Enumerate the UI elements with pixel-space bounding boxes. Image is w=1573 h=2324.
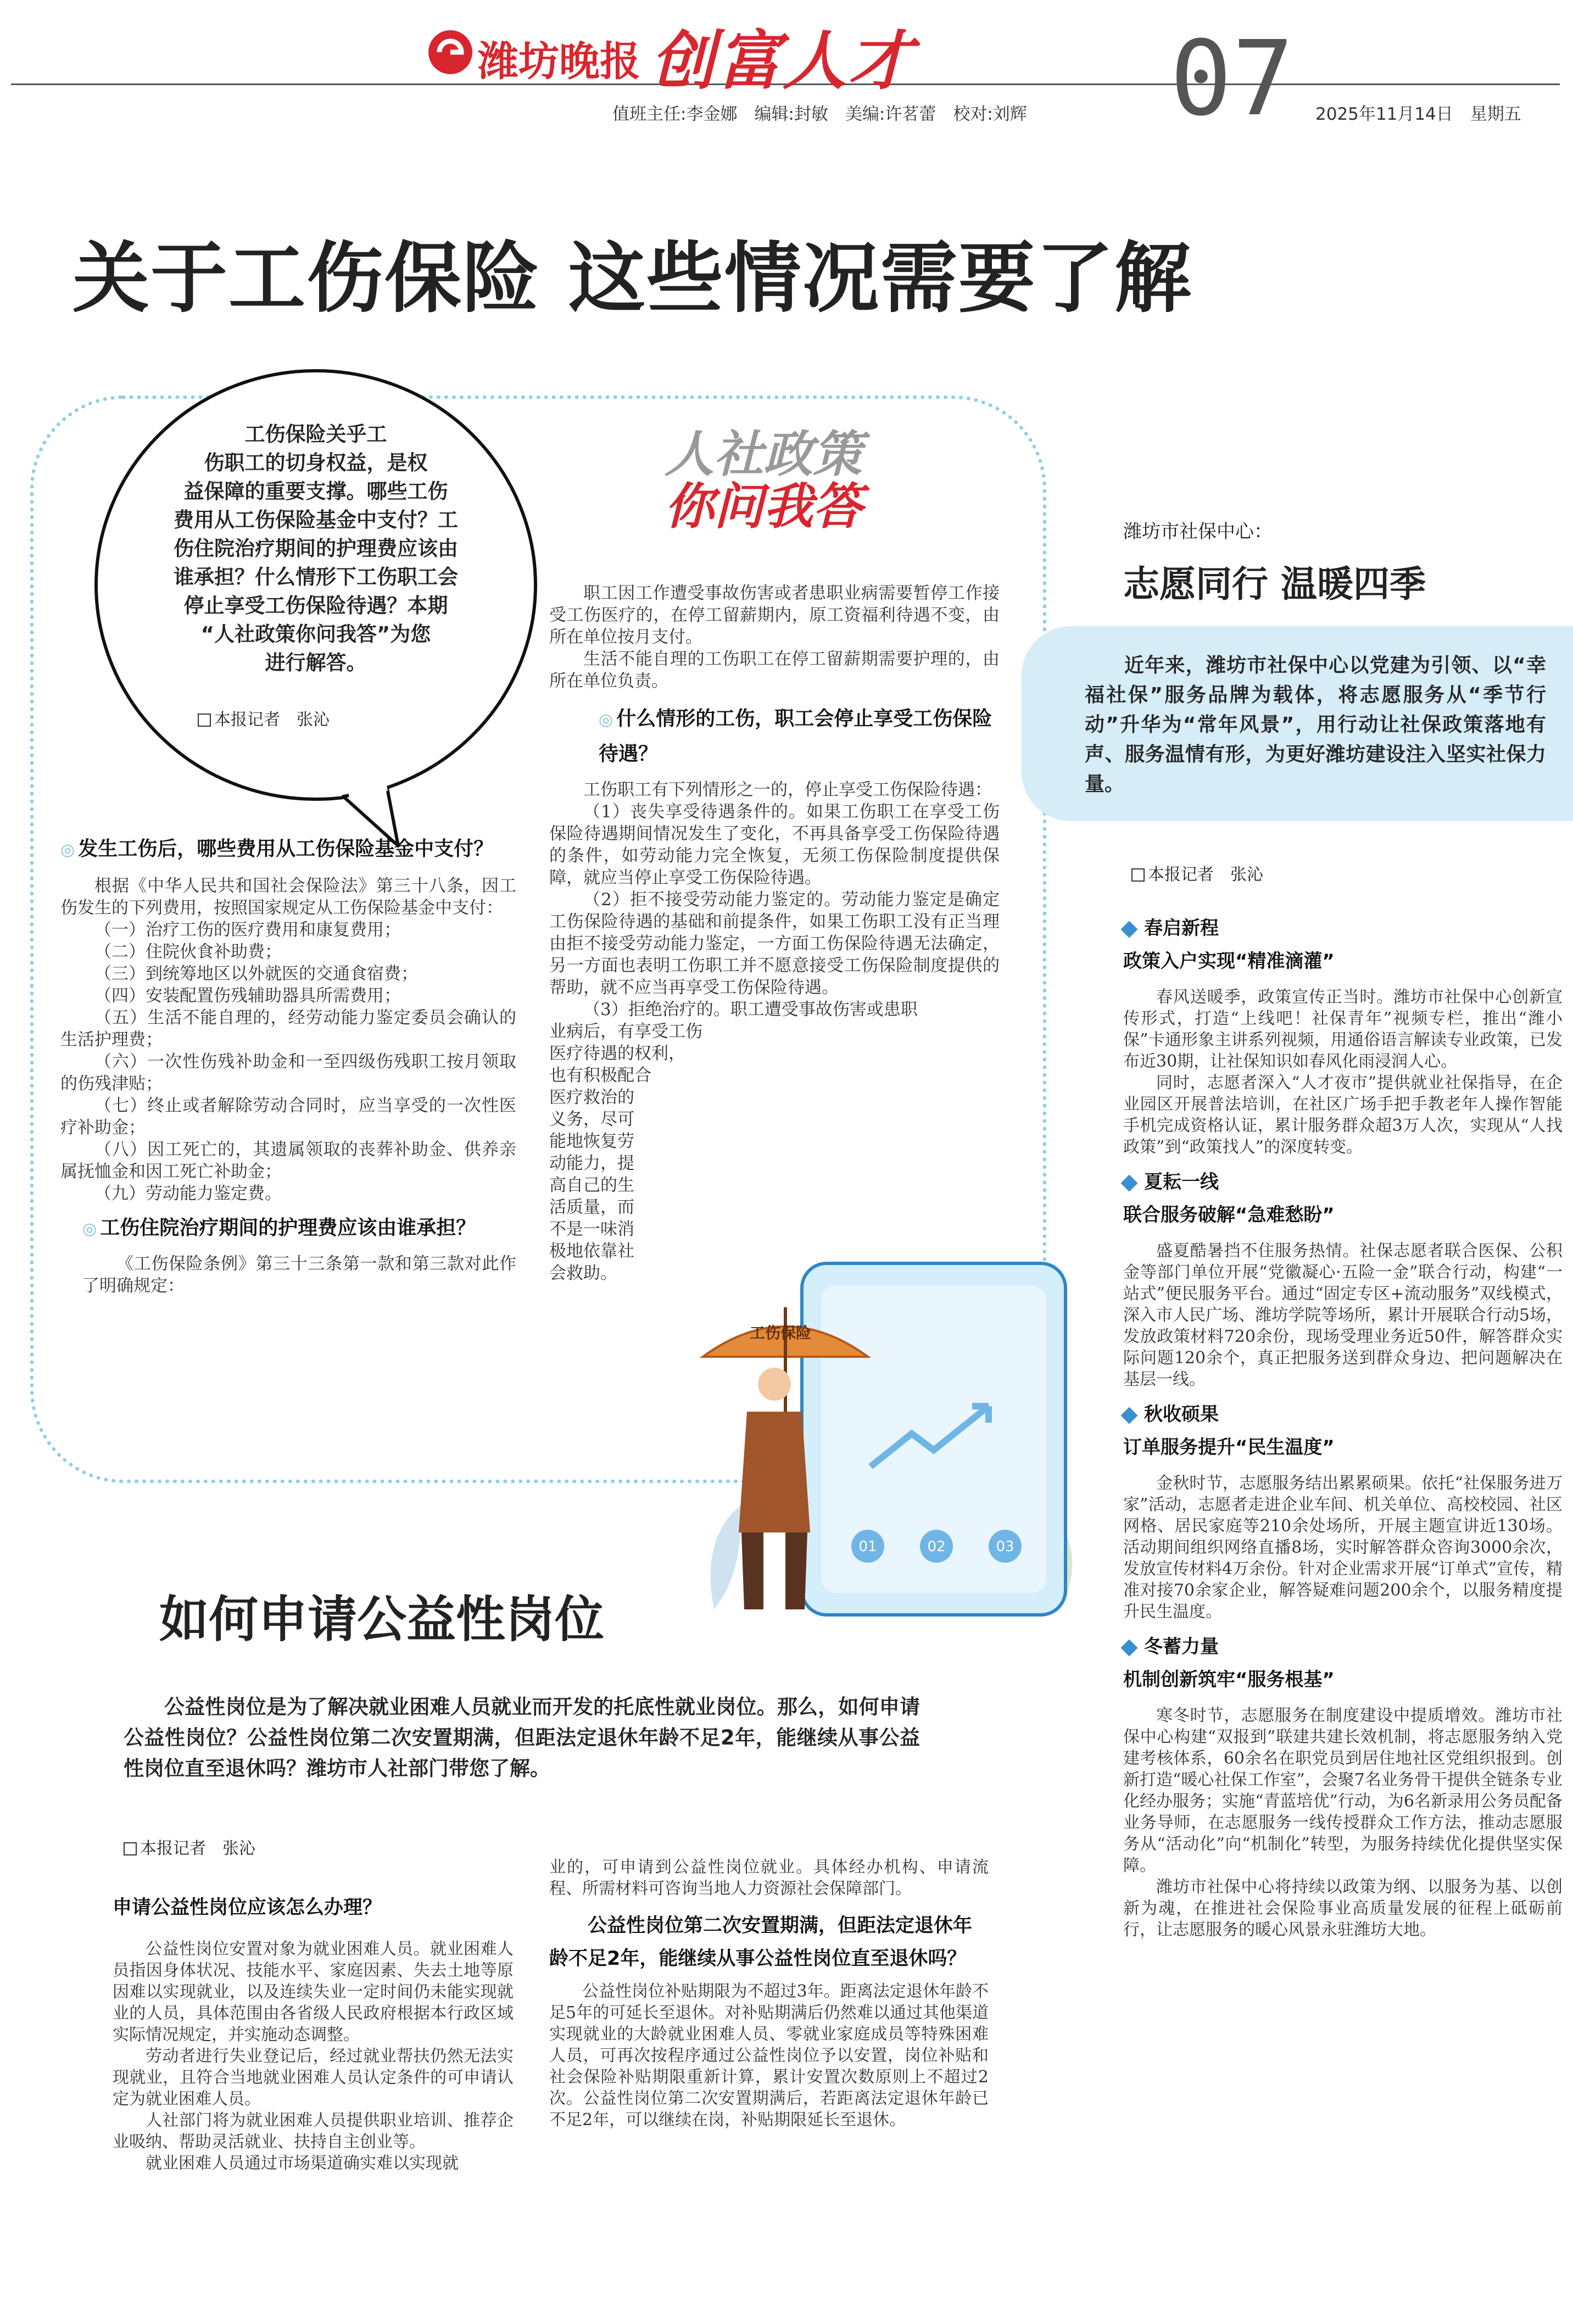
q1-item: （六）一次性伤残补助金和一至四级伤残职工按月领取的伤残津贴； — [60, 1052, 516, 1094]
page-number: 07 — [1170, 19, 1295, 139]
season-heading: 秋收硕果 — [1123, 1398, 1563, 1431]
gy-para: 公益性岗位安置对象为就业困难人员。就业困难人员指因身体状况、技能水平、家庭因素、失去土地等原因难以实现就业，以及连续失业一定时间仍未能实现就业的人员，具体范围由各省级人民政府根据本行政区域实际情况规定，并实施动态调整。 — [113, 1940, 514, 2044]
q2-body-b — [549, 582, 1000, 692]
vol-section — [1123, 1166, 1563, 1390]
badge-line-2: 你问我答 — [665, 478, 862, 536]
paper-name: 潍坊晚报 — [478, 38, 640, 85]
wrap-line: 能地恢复劳 — [549, 1132, 634, 1151]
circle-icon: ◎ — [82, 1219, 97, 1239]
q2-heading: ◎ 工伤住院治疗期间的护理费应该由谁承担？ — [82, 1217, 476, 1239]
circle-icon: ◎ — [599, 710, 613, 729]
gy-q1: 申请公益性岗位应该怎么办理？ — [113, 1897, 382, 1919]
bubble-text — [113, 420, 519, 677]
bubble-line: 进行解答。 — [265, 651, 367, 675]
q1-item: （九）劳动能力鉴定费。 — [94, 1184, 282, 1203]
gy-title: 如何申请公益性岗位 — [159, 1591, 604, 1648]
q3-para: （1）丧失享受待遇条件的。如果工伤职工在享受工伤保险待遇期间情况发生了变化，不再具备享受工伤保险待遇的条件，如劳动能力完全恢复，无须工伤保险制度提供保障，就应当停止享受工伤保险待遇。 — [549, 802, 1000, 888]
vol-title: 志愿同行 温暖四季 — [1123, 562, 1426, 605]
staff-line: 值班主任:李金娜 编辑:封敏 美编:许茗蕾 校对:刘辉 — [612, 104, 1027, 124]
q1-item: （八）因工死亡的，其遗属领取的丧葬补助金、供养亲属抚恤金和因工死亡补助金； — [60, 1140, 516, 1181]
wrap-line: 义务，尽可 — [549, 1110, 634, 1129]
bubble-line: 工伤保险关乎工 — [244, 422, 387, 446]
vol-byline: 本报记者 张沁 — [1131, 861, 1263, 885]
column-badge — [665, 426, 862, 536]
season-para: 同时，志愿者深入“人才夜市”提供就业社保指导，在企业园区开展普法培训，在社区广场手把手教老年人操作智能手机完成资格认证，累计服务群众超3万人次，实现从“人找政策”到“政策找人”的深度转变。 — [1123, 1073, 1563, 1157]
wrap-line: 动能力，提 — [549, 1153, 634, 1173]
wrap-line: 也有积极配合 — [549, 1066, 651, 1085]
q3-intro: 工伤职工有下列情形之一的，停止享受工伤保险待遇： — [583, 780, 992, 800]
season-para: 寒冬时节，志愿服务在制度建设中提质增效。潍坊市社保中心构建“双报到”联建共建长效机制，将志愿服务纳入党建考核体系，60余名在职党员到居住地社区党组织报到。创新打造“暖心社保工作室”，会聚7名业务骨干提供全链条专业化经办服务；实施“青蓝培优”行动，为6名新录用公务员配备业务导师，在志愿服务一线传授群众工作方法，推动志愿服务从“活动化”向“机制化”转型，为服务持续优化提供坚实保障。 — [1123, 1706, 1563, 1875]
gy-col-2 — [549, 1857, 989, 2131]
season-subtitle: 联合服务破解“急难愁盼” — [1123, 1204, 1335, 1226]
bubble-byline: 本报记者 张沁 — [198, 706, 330, 730]
step-label: 03 — [996, 1539, 1014, 1555]
season-body — [1123, 987, 1563, 1158]
q2-answer-a: 《工伤保险条例》第三十三条第一款和第三款对此作了明确规定： — [82, 1254, 516, 1296]
season-para: 潍坊市社保中心将持续以政策为纲、以服务为基、以创新为魂，在推进社会保险事业高质量发展的征程上砥砺前行，让志愿服务的暖心风景永驻潍坊大地。 — [1123, 1877, 1563, 1940]
gy-c1-body — [113, 1938, 514, 2174]
gy-para: 劳动者进行失业登记后，经过就业帮扶仍然无法实现就业，且符合当地就业困难人员认定条件的可申请认定为就业困难人员。 — [113, 2047, 514, 2109]
q2-body-a — [60, 1253, 516, 1297]
square-icon — [1131, 868, 1145, 882]
season-para: 金秋时节，志愿服务结出累累硕果。依托“社保服务进万家”活动，志愿者走进企业车间、机关单位、高校校园、社区网格、居民家庭等210余处场所，开展主题宣讲近130场。活动期间组织网络直播8场，实时解答群众咨询3000余次，发放宣传材料4万余份。针对企业需求开展“订单式”宣传，精准对接70余家企业，解答疑难问题200余个，以服务精度提升民生温度。 — [1123, 1474, 1563, 1621]
vol-kicker: 潍坊市社保中心： — [1123, 521, 1273, 543]
diamond-icon — [1120, 921, 1137, 938]
season-body — [1123, 1473, 1563, 1623]
umbrella-label: 工伤保险 — [750, 1324, 812, 1342]
gy-para: 公益性岗位补贴期限为不超过3年。距离法定退休年龄不足5年的可延长至退休。对补贴期满后仍然难以通过其他渠道实现就业的大龄就业困难人员、零就业家庭成员等特殊困难人员，可再次按程序通过公益性岗位予以安置，岗位补贴和社会保险补贴期限重新计算，累计安置次数原则上不超过2次。公益性岗位第二次安置期满后，若距离法定退休年龄已不足2年，可以继续在岗，补贴期限延长至退休。 — [549, 1982, 989, 2130]
square-icon — [124, 1842, 137, 1855]
wrap-line: 不是一味消 — [549, 1219, 634, 1239]
speech-bubble — [91, 365, 552, 849]
gy-c2-top — [549, 1857, 989, 1899]
vol-section — [1123, 1398, 1563, 1623]
diamond-icon — [1120, 1174, 1137, 1191]
vol-lead: 近年来，潍坊市社保中心以党建为引领、以“幸福社保”服务品牌为载体，将志愿服务从“季节行动”升华为“常年风景”，用行动让社保政策落地有声、服务温情有形，为更好潍坊建设注入坚实社保力量。 — [1085, 654, 1546, 795]
season-subtitle: 订单服务提升“民生温度” — [1123, 1436, 1335, 1458]
step-label: 02 — [927, 1539, 946, 1555]
bubble-line: 益保障的重要支撑。哪些工伤 — [183, 480, 448, 503]
q3-para: （2）拒不接受劳动能力鉴定的。劳动能力鉴定是确定工伤保险待遇的基础和前提条件，如果工伤职工没有正当理由拒不接受劳动能力鉴定，一方面工伤保险待遇无法确定，另一方面也表明工伤职工并不愿意接受工伤保险制度提供的帮助，就不应当再享受工伤保险待遇。 — [549, 890, 1000, 997]
q1-item: （一）治疗工伤的医疗费用和康复费用； — [94, 920, 401, 940]
bubble-line: 费用从工伤保险基金中支付？工 — [174, 508, 458, 532]
q1-intro: 根据《中华人民共和国社会保险法》第三十八条，因工伤发生的下列费用，按照国家规定从工伤保险基金中支付： — [60, 876, 516, 918]
season-heading: 夏耘一线 — [1123, 1166, 1563, 1199]
season-body — [1123, 1705, 1563, 1941]
gy-para: 业的，可申请到公益性岗位就业。具体经办机构、申请流程、所需材料可咨询当地人力资源社会保障部门。 — [549, 1858, 989, 1898]
q1-item: （五）生活不能自理的，经劳动能力鉴定委员会确认的生活护理费； — [60, 1008, 516, 1050]
season-subtitle: 机制创新筑牢“服务根基” — [1123, 1669, 1335, 1691]
bubble-line: 停止享受工伤保险待遇？本期 — [183, 594, 448, 617]
diamond-icon — [1120, 1407, 1137, 1424]
date-line: 2025年11月14日 星期五 — [1315, 104, 1521, 124]
season-para: 春风送暖季，政策宣传正当时。潍坊市社保中心创新宣传形式，打造“上线吧！社保青年”视频专栏，推出“潍小保”卡通形象主讲系列视频，用通俗语言解读专业政策，已发布近30期，让社保知识如春风化雨浸润人心。 — [1123, 988, 1563, 1071]
gy-byline: 本报记者 张沁 — [124, 1835, 255, 1859]
q1-body — [60, 875, 516, 1205]
wrap-line: 医疗救治的 — [549, 1088, 634, 1107]
illustration — [681, 1247, 1098, 1631]
q1-item: （三）到统筹地区以外就医的交通食宿费； — [94, 964, 418, 984]
wrap-line: 高自己的生 — [549, 1175, 634, 1195]
wrap-line: 极地依靠社 — [549, 1241, 634, 1261]
q2-answer-b: 职工因工作遭受事故伤害或者患职业病需要暂停工作接受工伤医疗的，在停工留薪期内，原工资福利待遇不变，由所在单位按月支付。 — [549, 583, 1000, 647]
q1-block — [60, 832, 516, 1297]
bubble-line: 谁承担？什么情形下工伤职工会 — [174, 565, 458, 589]
q1-item: （二）住院伙食补助费； — [94, 942, 282, 962]
q3-body — [549, 779, 1000, 1021]
wrap-line: 业病后，有享受工伤 — [549, 1022, 702, 1041]
diamond-icon — [1120, 1639, 1137, 1656]
season-para: 盛夏酷暑挡不住服务热情。社保志愿者联合医保、公积金等部门单位开展“党徽凝心·五险一金”联合行动，构建“一站式”便民服务平台。通过“固定专区+流动服务”双线模式，深入市人民广场、潍坊学院等场所，累计开展联合行动5场，发放政策材料720余份，现场受理业务近50件，解答群众实际问题120余个，真正把服务送到群众身边、把问题解决在基层一线。 — [1123, 1241, 1563, 1389]
gy-lead: 公益性岗位是为了解决就业困难人员就业而开发的托底性就业岗位。那么，如何申请公益性岗位？公益性岗位第二次安置期满，但距法定退休年龄不足2年，能继续从事公益性岗位直至退休吗？潍坊市人社部门带您了解。 — [124, 1695, 920, 1780]
masthead — [0, 0, 1573, 139]
vol-body — [1123, 912, 1563, 1941]
bubble-line: “人社政策你问我答”为您 — [200, 622, 431, 646]
q3-heading: ◎ 什么情形的工伤，职工会停止享受工伤保险待遇？ — [599, 707, 992, 765]
q1-item: （七）终止或者解除劳动合同时，应当享受的一次性医疗补助金； — [60, 1096, 516, 1138]
step-label: 01 — [858, 1539, 877, 1555]
season-body — [1123, 1240, 1563, 1390]
q3-wrap-text — [549, 1021, 730, 1284]
vol-section — [1123, 912, 1563, 1158]
season-heading: 春启新程 — [1123, 912, 1563, 945]
q1-item: （四）安装配置伤残辅助器具所需费用； — [94, 986, 401, 1006]
section-name: 创富人才 — [651, 24, 914, 98]
gy-para: 人社部门将为就业困难人员提供职业培训、推荐企业吸纳、帮助灵活就业、扶持自主创业等。 — [113, 2111, 514, 2152]
gy-para: 就业困难人员通过市场渠道确实难以实现就 — [146, 2154, 459, 2173]
q2-answer-c: 生活不能自理的工伤职工在停工留薪期需要护理的，由所在单位负责。 — [549, 649, 1000, 691]
q1-heading: ◎ 发生工伤后，哪些费用从工伤保险基金中支付？ — [60, 838, 494, 860]
q3-para: （3）拒绝治疗的。职工遭受事故伤害或患职 — [583, 1000, 918, 1019]
bubble-line: 伤住院治疗期间的护理费应该由 — [174, 537, 458, 560]
gy-q2: 公益性岗位第二次安置期满，但距法定退休年龄不足2年，能继续从事公益性岗位直至退休吗？ — [549, 1915, 973, 1970]
vol-section — [1123, 1630, 1563, 1941]
season-subtitle: 政策入户实现“精准滴灌” — [1123, 950, 1335, 972]
paper-logo — [426, 25, 645, 85]
middle-column — [549, 582, 1000, 1284]
badge-line-1: 人社政策 — [665, 426, 862, 483]
bubble-line: 伤职工的切身权益，是权 — [204, 451, 428, 475]
square-icon — [198, 714, 211, 727]
circle-icon: ◎ — [60, 840, 75, 860]
page-title: 关于工伤保险 这些情况需要了解 — [72, 234, 1192, 324]
wrap-line: 活质量，而 — [549, 1197, 634, 1217]
season-heading: 冬蓄力量 — [1123, 1630, 1563, 1663]
wrap-line: 医疗待遇的权利， — [549, 1044, 685, 1063]
wrap-line: 会救助。 — [549, 1263, 617, 1283]
gy-c2-body — [549, 1981, 989, 2131]
gy-col-1 — [113, 1892, 514, 2174]
